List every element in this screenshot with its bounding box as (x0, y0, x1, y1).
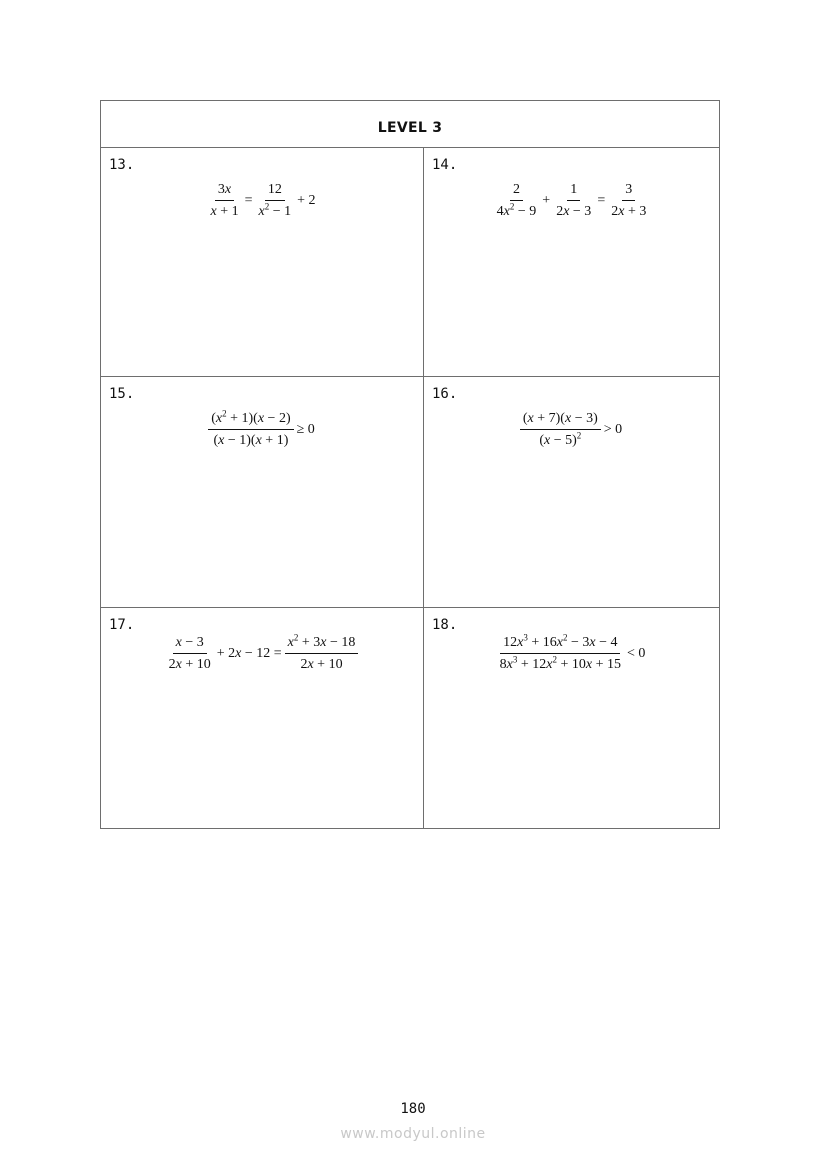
problem-15-inequality: $\frac{(x^2 + 1)(x - 2)}{(x - 1)(x + 1)}$ ≥ 0 (101, 410, 423, 449)
problem-16-inequality: $\frac{(x + 7)(x - 3)}{(x - 5)^2}$ > 0 (424, 410, 719, 449)
problem-number: 16. (432, 386, 458, 402)
problem-number: 13. (109, 157, 135, 173)
level-header (101, 101, 719, 148)
page-number: 180 (400, 1101, 426, 1117)
problem-16-cell (424, 377, 719, 607)
problem-number: 18. (432, 617, 458, 633)
problem-17-equation: $\frac{x - 3}{2x + 10}$ + 2x − 12 = $\frac{x^2 + 3x - 18}{2x + 10}$ (101, 634, 423, 673)
table-row (101, 607, 719, 828)
problem-18-inequality: $\frac{12x^3 + 16x^2 - 3x - 4}{8x^3 + 12x^2 + 10x + 15}$ < 0 (499, 632, 646, 672)
problem-number: 14. (432, 157, 458, 173)
level-title: LEVEL 3 (377, 120, 443, 136)
table-row (101, 376, 719, 607)
problem-number: 17. (109, 617, 135, 633)
watermark: www.modyul.online (340, 1126, 486, 1142)
problem-17-cell (101, 608, 424, 828)
problem-13-cell (101, 148, 424, 376)
exercise-table (100, 100, 720, 829)
problem-15-cell (101, 377, 424, 607)
problem-14-equation: $\frac{2}{4x^2 - 9}$ + $\frac{1}{2x - 3}$ = $\frac{3}{2x + 3}$ (496, 182, 647, 219)
problem-13-equation: $\frac{3x}{x + 1}$ = $\frac{12}{x^2 - 1}$ + 2 (210, 182, 316, 219)
problem-18-cell (424, 608, 719, 828)
problem-number: 15. (109, 386, 135, 402)
table-row (101, 148, 719, 376)
problem-14-cell (424, 148, 719, 376)
